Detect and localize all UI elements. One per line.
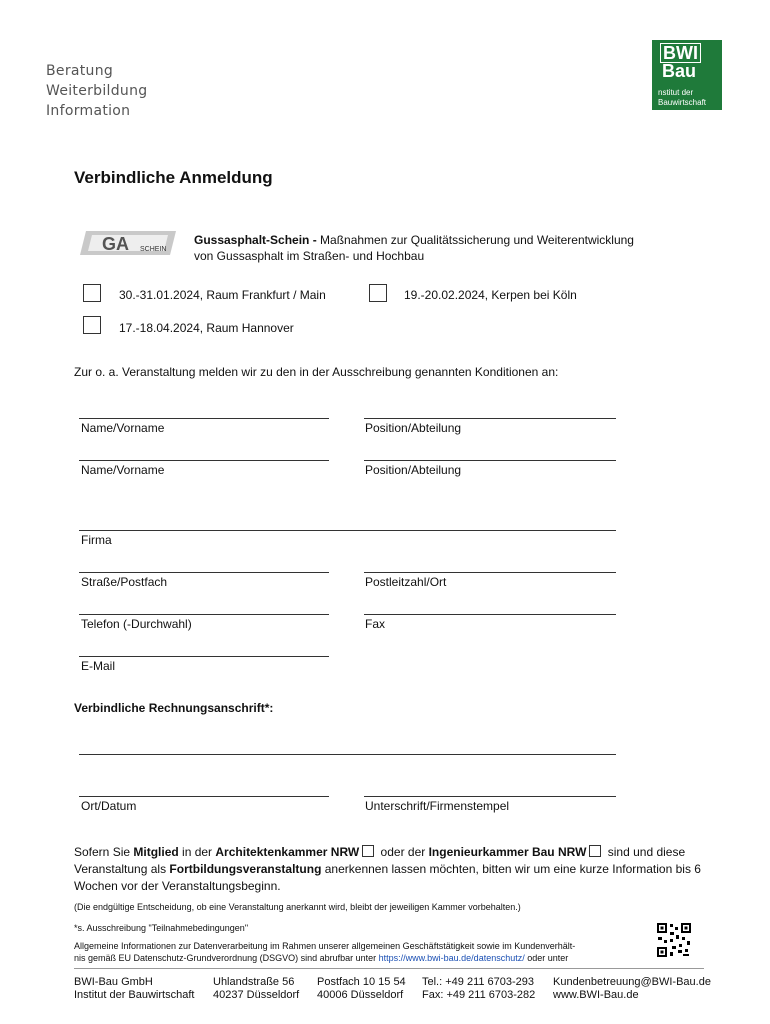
unterschrift-field[interactable]: [364, 796, 616, 797]
footer-divider: [74, 968, 704, 969]
telefon-label: Telefon (-Durchwahl): [81, 617, 192, 631]
tagline-line: Beratung: [46, 63, 114, 79]
strasse-field[interactable]: [79, 572, 329, 573]
name-label-2: Name/Vorname: [81, 463, 165, 477]
position-label-2: Position/Abteilung: [365, 463, 462, 477]
footer-email-link[interactable]: Kundenbetreuung@BWI-Bau.de: [553, 976, 711, 988]
position-field-2[interactable]: [364, 460, 616, 461]
email-field[interactable]: [79, 656, 329, 657]
firma-field[interactable]: [79, 530, 616, 531]
date-label-hannover: 17.-18.04.2024, Raum Hannover: [119, 321, 294, 335]
bwi-bau-logo: [652, 40, 722, 110]
date-label-frankfurt: 30.-31.01.2024, Raum Frankfurt / Main: [119, 288, 326, 302]
datenschutz-note-2: nis gemäß EU Datenschutz-Grundverordnung (DSGVO) sind abrufbar unter https://www.bwi-bau.de/datenschutz/ oder unter: [74, 953, 569, 963]
logo-text: Bau: [662, 61, 697, 81]
date-checkbox-hannover[interactable]: [83, 316, 101, 334]
name-field-1[interactable]: [79, 418, 329, 419]
rechnung-heading: Verbindliche Rechnungsanschrift*:: [74, 701, 274, 715]
position-field-1[interactable]: [364, 418, 616, 419]
tagline: [46, 61, 147, 121]
date-checkbox-frankfurt[interactable]: [83, 284, 101, 302]
ort-datum-field[interactable]: [79, 796, 329, 797]
course-name: Gussasphalt-Schein -: [194, 233, 317, 247]
rechnung-field[interactable]: [79, 754, 616, 755]
telefon-field[interactable]: [79, 614, 329, 615]
logo-text: BWI: [660, 43, 701, 63]
strasse-label: Straße/Postfach: [81, 575, 168, 589]
date-label-kerpen: 19.-20.02.2024, Kerpen bei Köln: [404, 288, 577, 302]
unterschrift-label: Unterschrift/Firmenstempel: [365, 799, 510, 813]
date-checkbox-kerpen[interactable]: [369, 284, 387, 302]
datenschutz-link[interactable]: https://www.bwi-bau.de/datenschutz/: [378, 953, 525, 963]
qr-code-icon: [656, 922, 692, 958]
ort-datum-label: Ort/Datum: [81, 799, 137, 813]
entscheidung-note: (Die endgültige Entscheidung, ob eine Veranstaltung anerkannt wird, bleibt der jeweiligen Kammer vorbehalten.): [74, 902, 521, 912]
plz-field[interactable]: [364, 572, 616, 573]
footer-postfach: Postfach 10 15 54 40006 Düsseldorf: [317, 976, 406, 1001]
course-description: Gussasphalt-Schein - Maßnahmen zur Qualitätssicherung und Weiterentwicklung von Gussasphalt im Straßen- und Hochbau: [194, 233, 634, 263]
page-title: Verbindliche Anmeldung: [74, 168, 273, 187]
tagline-line: Weiterbildung: [46, 83, 148, 99]
plz-label: Postleitzahl/Ort: [365, 575, 447, 589]
architektenkammer-checkbox[interactable]: [362, 845, 374, 857]
name-field-2[interactable]: [79, 460, 329, 461]
intro-text: Zur o. a. Veranstaltung melden wir zu den in der Ausschreibung genannten Konditionen an:: [74, 365, 559, 379]
membership-paragraph: Sofern Sie Mitglied in der Architektenkammer NRW oder der Ingenieurkammer Bau NRW sind und diese Veranstaltung als Fortbildungsveranstaltung anerkennen lassen möchten, bitten wir um eine kurze Information bis 6 Wochen vor der Veranstaltungsbeginn.: [74, 845, 701, 893]
footer-website-link[interactable]: www.BWI-Bau.de: [553, 989, 639, 1001]
footer-address: Uhlandstraße 56 40237 Düsseldorf: [213, 976, 300, 1001]
ingenieurkammer-checkbox[interactable]: [589, 845, 601, 857]
fax-label: Fax: [365, 617, 386, 631]
footer-company: BWI-Bau GmbH Institut der Bauwirtschaft: [74, 976, 195, 1001]
firma-label: Firma: [81, 533, 112, 547]
ga-schein-logo: [78, 229, 178, 257]
name-label-1: Name/Vorname: [81, 421, 165, 435]
email-label: E-Mail: [81, 659, 116, 673]
svg-text:SCHEIN: SCHEIN: [140, 246, 167, 253]
svg-text:GA: GA: [102, 234, 129, 254]
ausschreibung-note: *s. Ausschreibung "Teilnahmebedingungen": [74, 923, 249, 933]
position-label-1: Position/Abteilung: [365, 421, 462, 435]
datenschutz-note-1: Allgemeine Informationen zur Datenverarbeitung im Rahmen unserer allgemeinen Geschäftstätigkeit sowie im Kundenverhält-: [74, 941, 576, 951]
footer-contact: [553, 976, 711, 1002]
fax-field[interactable]: [364, 614, 616, 615]
logo-subtext: nstitut der Bauwirtschaft: [658, 88, 707, 107]
tagline-line: Information: [46, 103, 131, 119]
footer-phone: Tel.: +49 211 6703-293 Fax: +49 211 6703-282: [422, 976, 536, 1001]
